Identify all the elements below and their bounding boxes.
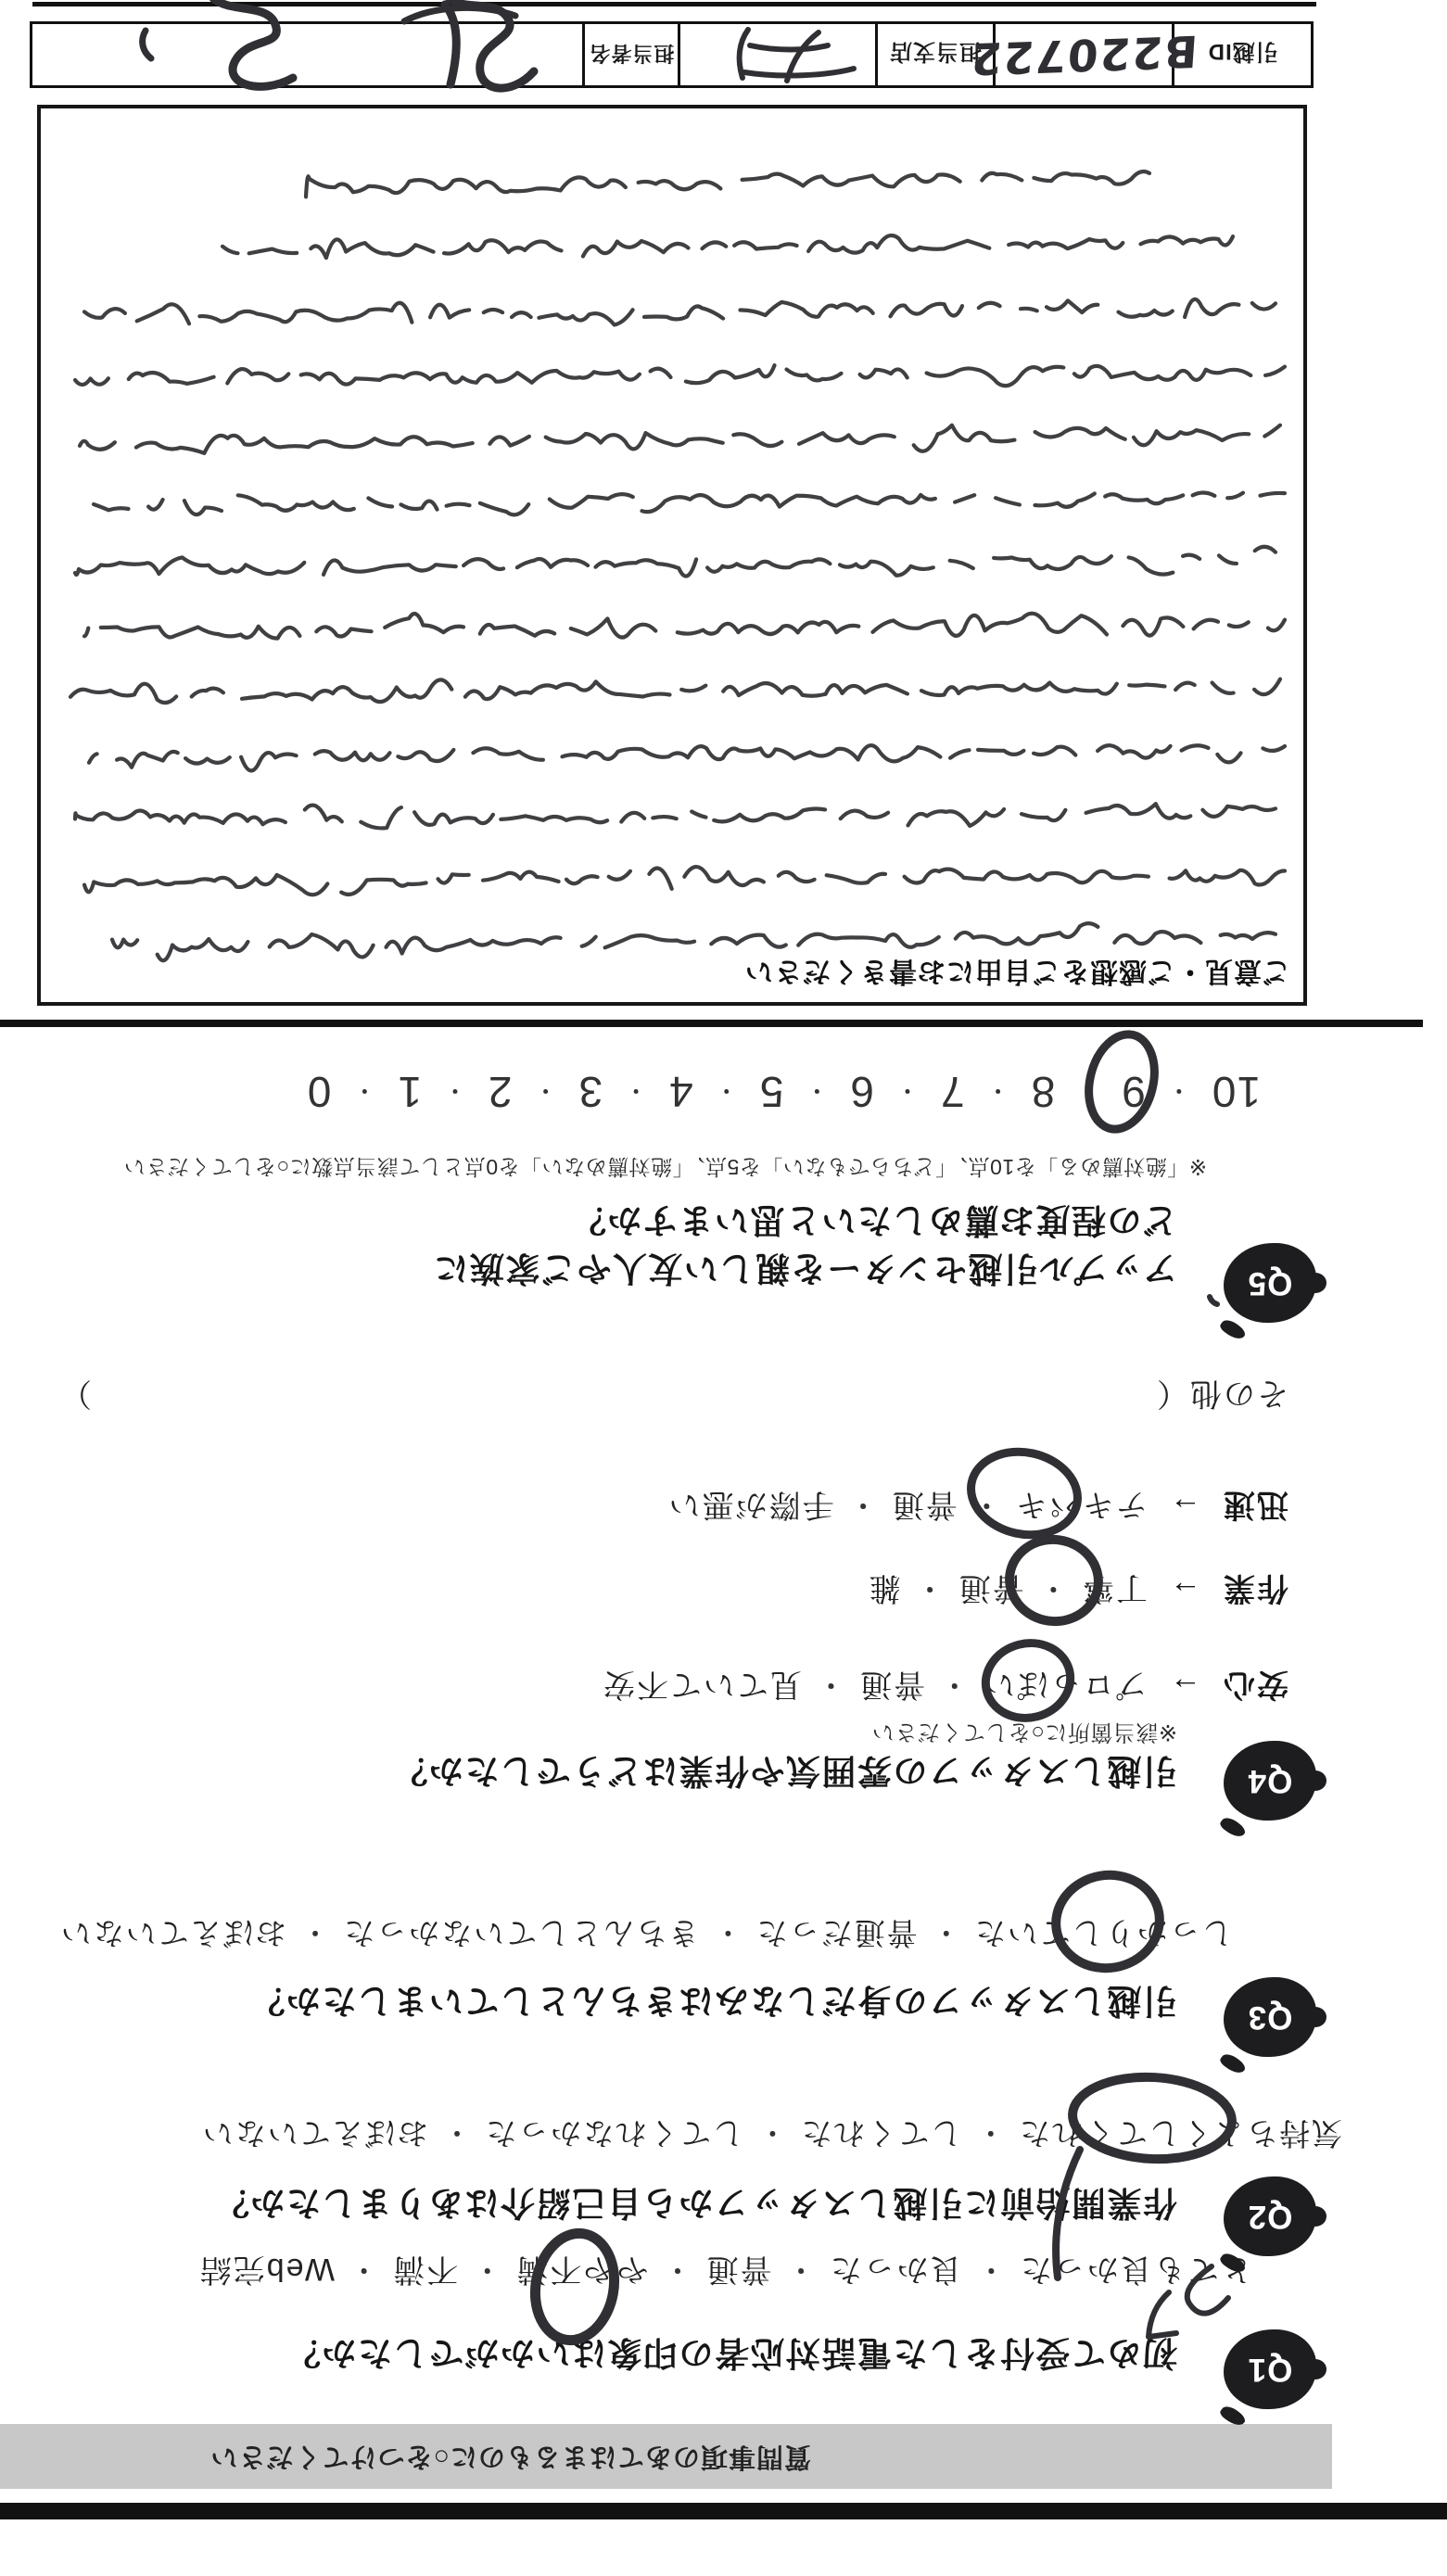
separator-dot: ・ bbox=[758, 2119, 785, 2148]
q3-option-circled: しっかりしていた bbox=[973, 1916, 1233, 1950]
separator-dot: ・ bbox=[895, 1079, 918, 1103]
q4-badge bbox=[1224, 1741, 1316, 1821]
instruction-bar bbox=[0, 2424, 1332, 2489]
q1-question: 初めて受付をした電話対応者の印象はいかがでしたか？ bbox=[285, 2334, 1177, 2372]
move-id-label: 引越ID bbox=[1207, 39, 1278, 65]
q4-option: 雑 bbox=[867, 1570, 901, 1605]
scale-value-9-circled: 9 bbox=[1121, 1068, 1146, 1116]
q3-option: きちんとしていなかった bbox=[342, 1916, 700, 1950]
arrow-icon: → bbox=[1168, 1574, 1201, 1609]
separator-dot: ・ bbox=[1167, 1079, 1189, 1103]
separator-dot: ・ bbox=[1038, 1575, 1066, 1604]
separator-dot: ・ bbox=[971, 1491, 999, 1520]
branch-label: 担当支店 bbox=[889, 39, 983, 65]
q3-option: 普通だった bbox=[755, 1916, 918, 1950]
q4-note: ※該当箇所に○をしてください bbox=[871, 1719, 1177, 1745]
q1-option-circled: やや不満 bbox=[514, 2252, 649, 2287]
q2-question: 作業開始前に引越しスタッフから自己紹介はありましたか？ bbox=[213, 2184, 1177, 2222]
q2-badge-label: Q2 bbox=[1247, 2199, 1293, 2235]
scale-value-7: 7 bbox=[940, 1068, 965, 1116]
separator-dot: ・ bbox=[625, 1079, 647, 1103]
comment-box bbox=[37, 105, 1307, 1006]
q4-row-label: 迅速 bbox=[1222, 1487, 1288, 1522]
q1-option: 普通 bbox=[704, 2252, 772, 2287]
separator-dot: ・ bbox=[816, 1671, 844, 1700]
arrow-icon: → bbox=[1168, 1491, 1201, 1526]
q4-row-label: 作業 bbox=[1222, 1570, 1288, 1605]
scan-edge-line bbox=[32, 2, 1316, 6]
scale-value-4: 4 bbox=[668, 1068, 693, 1116]
q2-option-circled: 気持ちよくしてくれた bbox=[1018, 2116, 1342, 2151]
scale-value-6: 6 bbox=[849, 1068, 874, 1116]
separator-dot: ・ bbox=[534, 1079, 556, 1103]
q4-option-circled: プロっぽい bbox=[982, 1667, 1148, 1702]
move-id-value-cell bbox=[968, 24, 1200, 85]
q4-option: 普通 bbox=[957, 1570, 1024, 1605]
scale-value-3: 3 bbox=[578, 1068, 603, 1116]
separator-dot: ・ bbox=[1077, 1079, 1099, 1103]
separator-dot: ・ bbox=[976, 2256, 1004, 2285]
q3-option: おぼえていない bbox=[58, 1916, 286, 1950]
scale-value-1: 1 bbox=[397, 1068, 422, 1116]
q4-badge-label: Q4 bbox=[1247, 1763, 1293, 1799]
q2-option: してくれた bbox=[799, 2116, 962, 2151]
separator-dot: ・ bbox=[715, 1079, 737, 1103]
staff-label-cell bbox=[582, 24, 678, 85]
arrow-icon: → bbox=[1168, 1670, 1201, 1706]
q2-option: してくれなかった bbox=[484, 2116, 744, 2151]
q1-options bbox=[198, 2250, 1252, 2295]
comment-box-label: ご意見・ご感想をご自由にお書きください bbox=[744, 956, 1290, 986]
separator-dot: ・ bbox=[786, 2256, 814, 2285]
stray-pen-mark bbox=[1149, 2292, 1176, 2337]
q1-option: 不満 bbox=[391, 2252, 459, 2287]
q4-option-circled: テキパキ bbox=[1014, 1487, 1148, 1522]
scale-value-0: 0 bbox=[306, 1068, 332, 1116]
q4-question: 引越しスタッフの雰囲気や作業はどうでしたか？ bbox=[392, 1752, 1177, 1790]
stray-pen-dot bbox=[1210, 1297, 1217, 1304]
q1-badge bbox=[1224, 2329, 1316, 2409]
q4-other-open: その他（ bbox=[1155, 1376, 1288, 1411]
separator-dot: ・ bbox=[848, 1491, 876, 1520]
separator-dot: ・ bbox=[940, 1671, 968, 1700]
separator-dot: ・ bbox=[714, 1919, 741, 1948]
move-id-table bbox=[30, 21, 1314, 88]
recommendation-scale bbox=[307, 1067, 1261, 1117]
separator-dot: ・ bbox=[353, 1079, 375, 1103]
q5-badge-label: Q5 bbox=[1247, 1265, 1293, 1301]
q4-row-sagyou bbox=[868, 1568, 1288, 1614]
scan-edge-band bbox=[0, 2503, 1447, 2519]
separator-dot: ・ bbox=[806, 1079, 828, 1103]
q3-badge-label: Q3 bbox=[1247, 1999, 1293, 2036]
separator-dot: ・ bbox=[663, 2256, 691, 2285]
scale-value-8: 8 bbox=[1030, 1068, 1056, 1116]
q2-option: おぼえていない bbox=[200, 2116, 428, 2151]
q4-option-circled: 丁寧 bbox=[1081, 1570, 1148, 1605]
branch-handwritten-cell bbox=[678, 24, 874, 85]
q2-options bbox=[201, 2113, 1342, 2157]
separator-dot: ・ bbox=[976, 2119, 1003, 2148]
staff-label: 担当者名 bbox=[589, 42, 675, 66]
q1-badge-label: Q1 bbox=[1247, 2352, 1293, 2388]
separator-dot: ・ bbox=[443, 1079, 465, 1103]
q4-option: 見ていて不安 bbox=[601, 1667, 802, 1702]
divider-line bbox=[0, 1020, 1423, 1027]
q4-other-close: ） bbox=[58, 1376, 92, 1411]
q4-row-jinsoku bbox=[667, 1485, 1288, 1530]
q1-option: 良かった bbox=[828, 2252, 962, 2287]
q5-badge bbox=[1224, 1243, 1316, 1323]
q3-options bbox=[59, 1913, 1233, 1957]
separator-dot: ・ bbox=[915, 1575, 943, 1604]
separator-dot: ・ bbox=[349, 2256, 377, 2285]
separator-dot: ・ bbox=[932, 1919, 958, 1948]
scale-value-2: 2 bbox=[487, 1068, 513, 1116]
separator-dot: ・ bbox=[986, 1079, 1009, 1103]
q5-question-line1: アップル引越センターを親しい友人やご家族に bbox=[433, 1250, 1177, 1288]
q4-option: 手際が悪い bbox=[666, 1487, 834, 1522]
q1-option: Web完結 bbox=[197, 2252, 335, 2287]
instruction-text: 質問事項のあてはまるものに○をつけてください bbox=[209, 2442, 811, 2471]
staff-handwritten-cell bbox=[32, 24, 582, 85]
q5-question-line2: どの程度お薦めしたいと思いますか？ bbox=[570, 1201, 1177, 1239]
q3-badge bbox=[1224, 1977, 1316, 2057]
separator-dot: ・ bbox=[300, 1919, 328, 1948]
q4-option: 普通 bbox=[858, 1667, 926, 1702]
scale-value-10: 10 bbox=[1211, 1068, 1261, 1116]
separator-dot: ・ bbox=[442, 2119, 470, 2148]
q4-option: 普通 bbox=[890, 1487, 958, 1522]
q3-question: 引越しスタッフの身だしなみはきちんとしていましたか？ bbox=[249, 1982, 1177, 2020]
q1-option: とても良かった bbox=[1019, 2252, 1252, 2287]
q4-row-label: 安心 bbox=[1222, 1667, 1288, 1702]
q4-row-anshin bbox=[602, 1665, 1288, 1710]
separator-dot: ・ bbox=[473, 2256, 501, 2285]
scale-value-5: 5 bbox=[758, 1068, 784, 1116]
q5-note: ※「絶対薦める」を10点、「どちらでもない」を5点、「絶対薦めない」を0点として該当点数に○をしてください bbox=[123, 1155, 1207, 1179]
move-id-handwritten-value: B220722 bbox=[968, 25, 1200, 84]
q2-badge bbox=[1224, 2176, 1316, 2256]
